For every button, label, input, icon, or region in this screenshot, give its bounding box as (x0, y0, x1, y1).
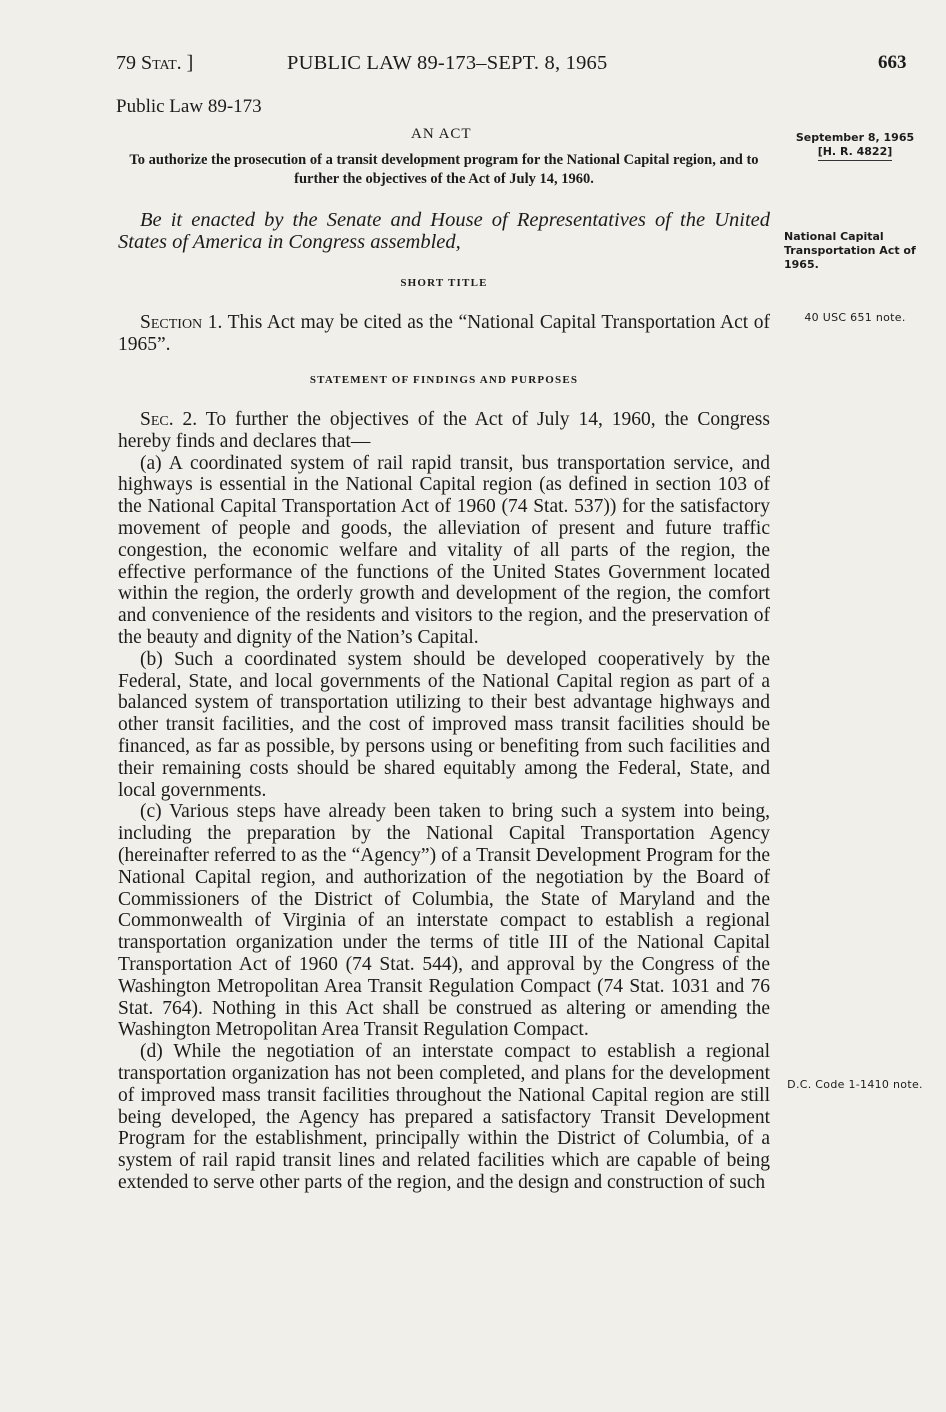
enactment-date: September 8, 1965 (795, 131, 915, 144)
finding-d: (d) While the negotiation of an interstate compact to establish a regional transportation organization has not been completed, and plans for the development of improved mass transit facilities throughout the National Capital region are still being developed, the Agency has prepared a satisfactory Transit Development Program for the establishment, principally within the District of Columbia, of a system of rail rapid transit lines and related facilities which are capable of being extended to serve other parts of the region, and the design and construction of such (118, 1041, 770, 1193)
an-act-heading: AN ACT (411, 126, 472, 142)
statute-volume: 79 Stat. ] (116, 52, 194, 74)
margin-note-dc-code: D.C. Code 1-1410 note. (787, 1078, 923, 1091)
findings-heading: STATEMENT OF FINDINGS AND PURPOSES (309, 374, 579, 386)
section-1 (118, 312, 770, 356)
finding-a: (a) A coordinated system of rail rapid transit, bus transportation service, and highways is essential in the National Capital region (as defined in section 103 of the National Capital Transportation Act of 1960 (74 Stat. 537)) for the satisfactory movement of people and goods, the alleviation of present and future traffic congestion, the economic welfare and vitality of all parts of the region, the effective performance of the functions of the United States Government located within the region, the orderly growth and development of the region, the comfort and convenience of the residents and visitors to the region, and the preservation of the beauty and dignity of the Nation’s Capital. (118, 452, 770, 648)
section-1-text: This Act may be cited as the “National Capital Transportation Act of 1965”. (118, 312, 770, 355)
margin-note-usc: 40 USC 651 note. (804, 311, 906, 324)
bill-number: [H. R. 4822] (818, 145, 893, 161)
margin-note-short-title: National Capital Transportation Act of 1965. (784, 230, 916, 271)
running-header-title: PUBLIC LAW 89-173–SEPT. 8, 1965 (287, 52, 608, 74)
act-purpose: To authorize the prosecution of a transit development program for the National Capital region, and to further the objectives of the Act of July 14, 1960. (129, 152, 759, 187)
section-2-label: Sec. 2. (140, 409, 198, 430)
enacting-clause: Be it enacted by the Senate and House of Representatives of the United States of America in Congress assembled, (118, 209, 770, 253)
short-title-heading: SHORT TITLE (400, 277, 488, 289)
finding-b: (b) Such a coordinated system should be developed cooperatively by the Federal, State, and local governments of the National Capital region as part of a balanced system of transportation utilizing to their best advantage highways and other transit facilities, and the cost of improved mass transit facilities should be financed, as far as possible, by persons using or benefiting from such facilities and their remaining costs should be shared equitably among the Federal, State, and local governments. (118, 648, 770, 801)
section-1-label: Section 1. (140, 312, 223, 333)
page-number: 663 (878, 52, 907, 73)
finding-c: (c) Various steps have already been taken to bring such a system into being, including the preparation by the National Capital Transportation Agency (hereinafter referred to as the “Agency”) of a Transit Development Program for the National Capital region, and authorization of the negotiation by the Board of Commissioners of the District of Columbia, the State of Maryland and the Commonwealth of Virginia of an interstate compact to establish a regional transportation organization under the terms of title III of the National Capital Transportation Act of 1960 (74 Stat. 544), and approval by the Congress of the Washington Metropolitan Area Transit Regulation Compact (74 Stat. 1031 and 76 Stat. 764). Nothing in this Act shall be construed as altering or amending the Washington Metropolitan Area Transit Regulation Compact. (118, 801, 770, 1041)
section-2 (118, 409, 770, 1194)
public-law-number: Public Law 89-173 (116, 96, 262, 117)
margin-note-date (784, 131, 926, 161)
section-2-intro: To further the objectives of the Act of July 14, 1960, the Congress hereby finds and declares that— (118, 409, 770, 452)
